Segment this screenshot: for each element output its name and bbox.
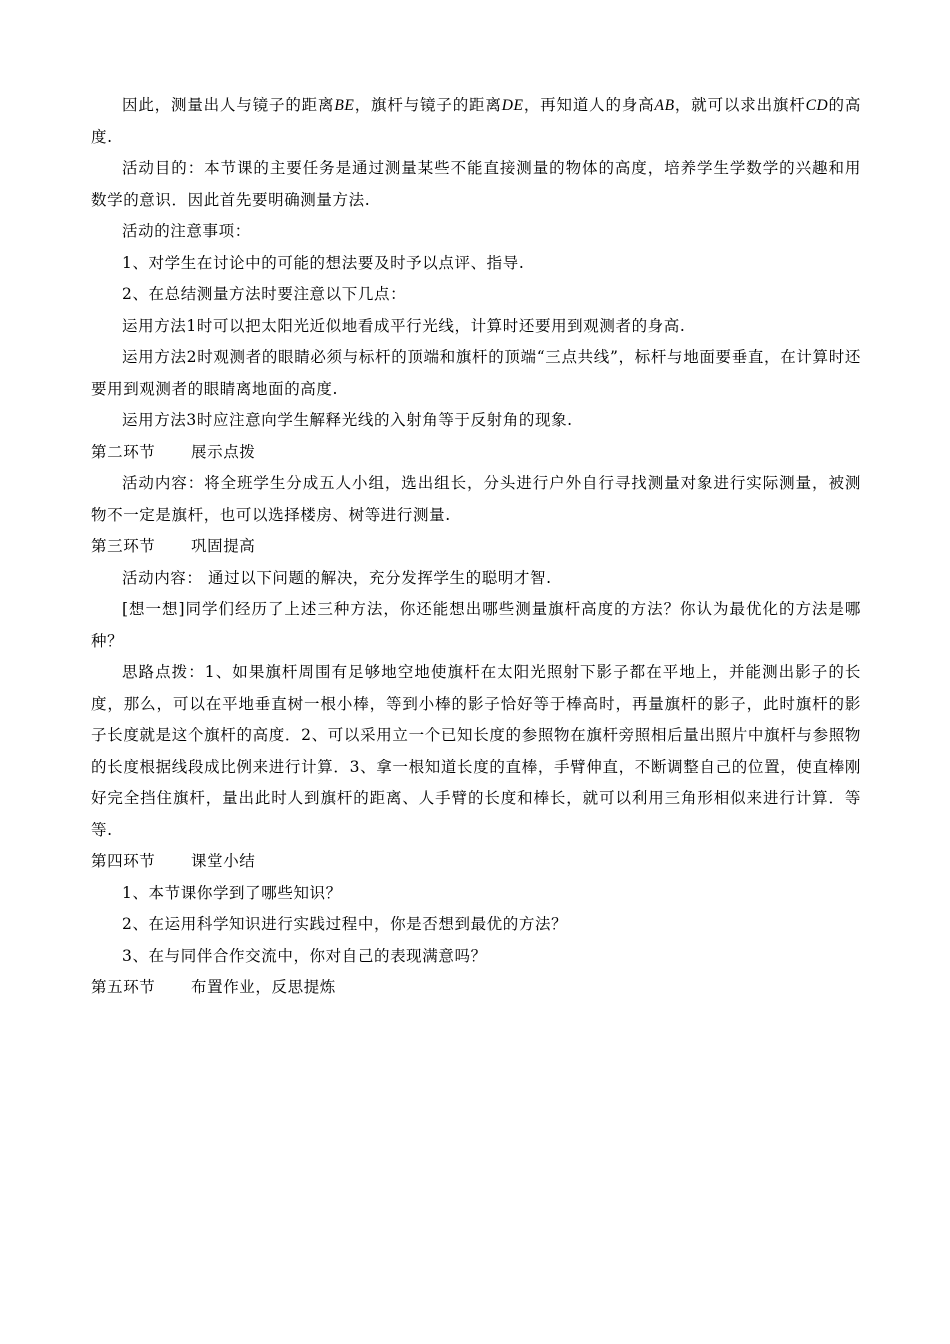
section-title: 布置作业，反思提炼 (191, 978, 336, 996)
paragraph-section2-content: 活动内容：将全班学生分成五人小组，选出组长，分头进行户外自行寻找测量对象进行实际测量，被测物不一定是旗杆，也可以选择楼房、树等进行测量. (91, 474, 861, 524)
paragraph-measurement-conclusion: 因此，测量出人与镜子的距离BE，旗杆与镜子的距离DE，再知道人的身高AB，就可以求出旗杆CD的高度. (91, 96, 861, 146)
var-BE: BE (334, 97, 355, 114)
summary-item-3: 3、在与同伴合作交流中，你对自己的表现满意吗？ (122, 946, 487, 965)
paragraph-method-1: 运用方法1时可以把太阳光近似地看成平行光线，计算时还要用到观测者的身高. (122, 316, 686, 335)
section-heading-2 (91, 437, 861, 469)
summary-item-1: 1、本节课你学到了哪些知识？ (122, 883, 342, 902)
section-heading-3 (91, 531, 861, 563)
paragraph-think: [想一想]同学们经历了上述三种方法，你还能想出哪些测量旗杆高度的方法？你认为最优化的方法是哪种？ (91, 600, 861, 650)
summary-item-2: 2、在运用科学知识进行实践过程中，你是否想到最优的方法？ (122, 915, 568, 933)
section-heading-5 (91, 972, 861, 1004)
var-CD: CD (805, 97, 829, 114)
section-number: 第二环节 (91, 442, 156, 461)
var-AB: AB (654, 97, 675, 114)
paragraph-notes-heading: 活动的注意事项： (122, 222, 251, 240)
paragraph-method-2: 运用方法2时观测者的眼睛必须与标杆的顶端和旗杆的顶端“三点共线”，标杆与地面要垂直，在计算时还要用到观测者的眼睛离地面的高度. (91, 348, 861, 398)
section-heading-4 (91, 846, 861, 878)
document-page (91, 90, 861, 1004)
paragraph-method-3: 运用方法3时应注意向学生解释光线的入射角等于反射角的现象. (122, 411, 573, 429)
paragraph-section3-content: 活动内容： 通过以下问题的解决，充分发挥学生的聪明才智. (122, 568, 552, 587)
section-number: 第四环节 (91, 852, 156, 870)
section-number: 第五环节 (91, 978, 156, 996)
paragraph-activity-goal: 活动目的：本节课的主要任务是通过测量某些不能直接测量的物体的高度，培养学生学数学的兴趣和用数学的意识．因此首先要明确测量方法. (91, 159, 861, 209)
section-number: 第三环节 (91, 537, 156, 555)
paragraph-note-1: 1、对学生在讨论中的可能的想法要及时予以点评、指导. (122, 253, 525, 272)
paragraph-hint: 思路点拨：1、如果旗杆周围有足够地空地使旗杆在太阳光照射下影子都在平地上，并能测出影子的长度，那么，可以在平地垂直树一根小棒，等到小棒的影子恰好等于棒高时，再量旗杆的影子，此时旗杆的影子长度就是这个旗杆的高度．2、可以采用立一个已知长度的参照物在旗杆旁照相后量出照片中旗杆与参照物的长度根据线段成比例来进行计算．3、拿一根知道长度的直棒，手臂伸直，不断调整自己的位置，使直棒刚好完全挡住旗杆，量出此时人到旗杆的距离、人手臂的长度和棒长，就可以利用三角形相似来进行计算．等等. (91, 663, 861, 839)
section-title: 展示点拨 (191, 442, 256, 461)
var-DE: DE (501, 97, 524, 114)
section-title: 课堂小结 (191, 852, 256, 870)
section-title: 巩固提高 (191, 537, 256, 555)
paragraph-note-2: 2、在总结测量方法时要注意以下几点： (122, 285, 407, 303)
